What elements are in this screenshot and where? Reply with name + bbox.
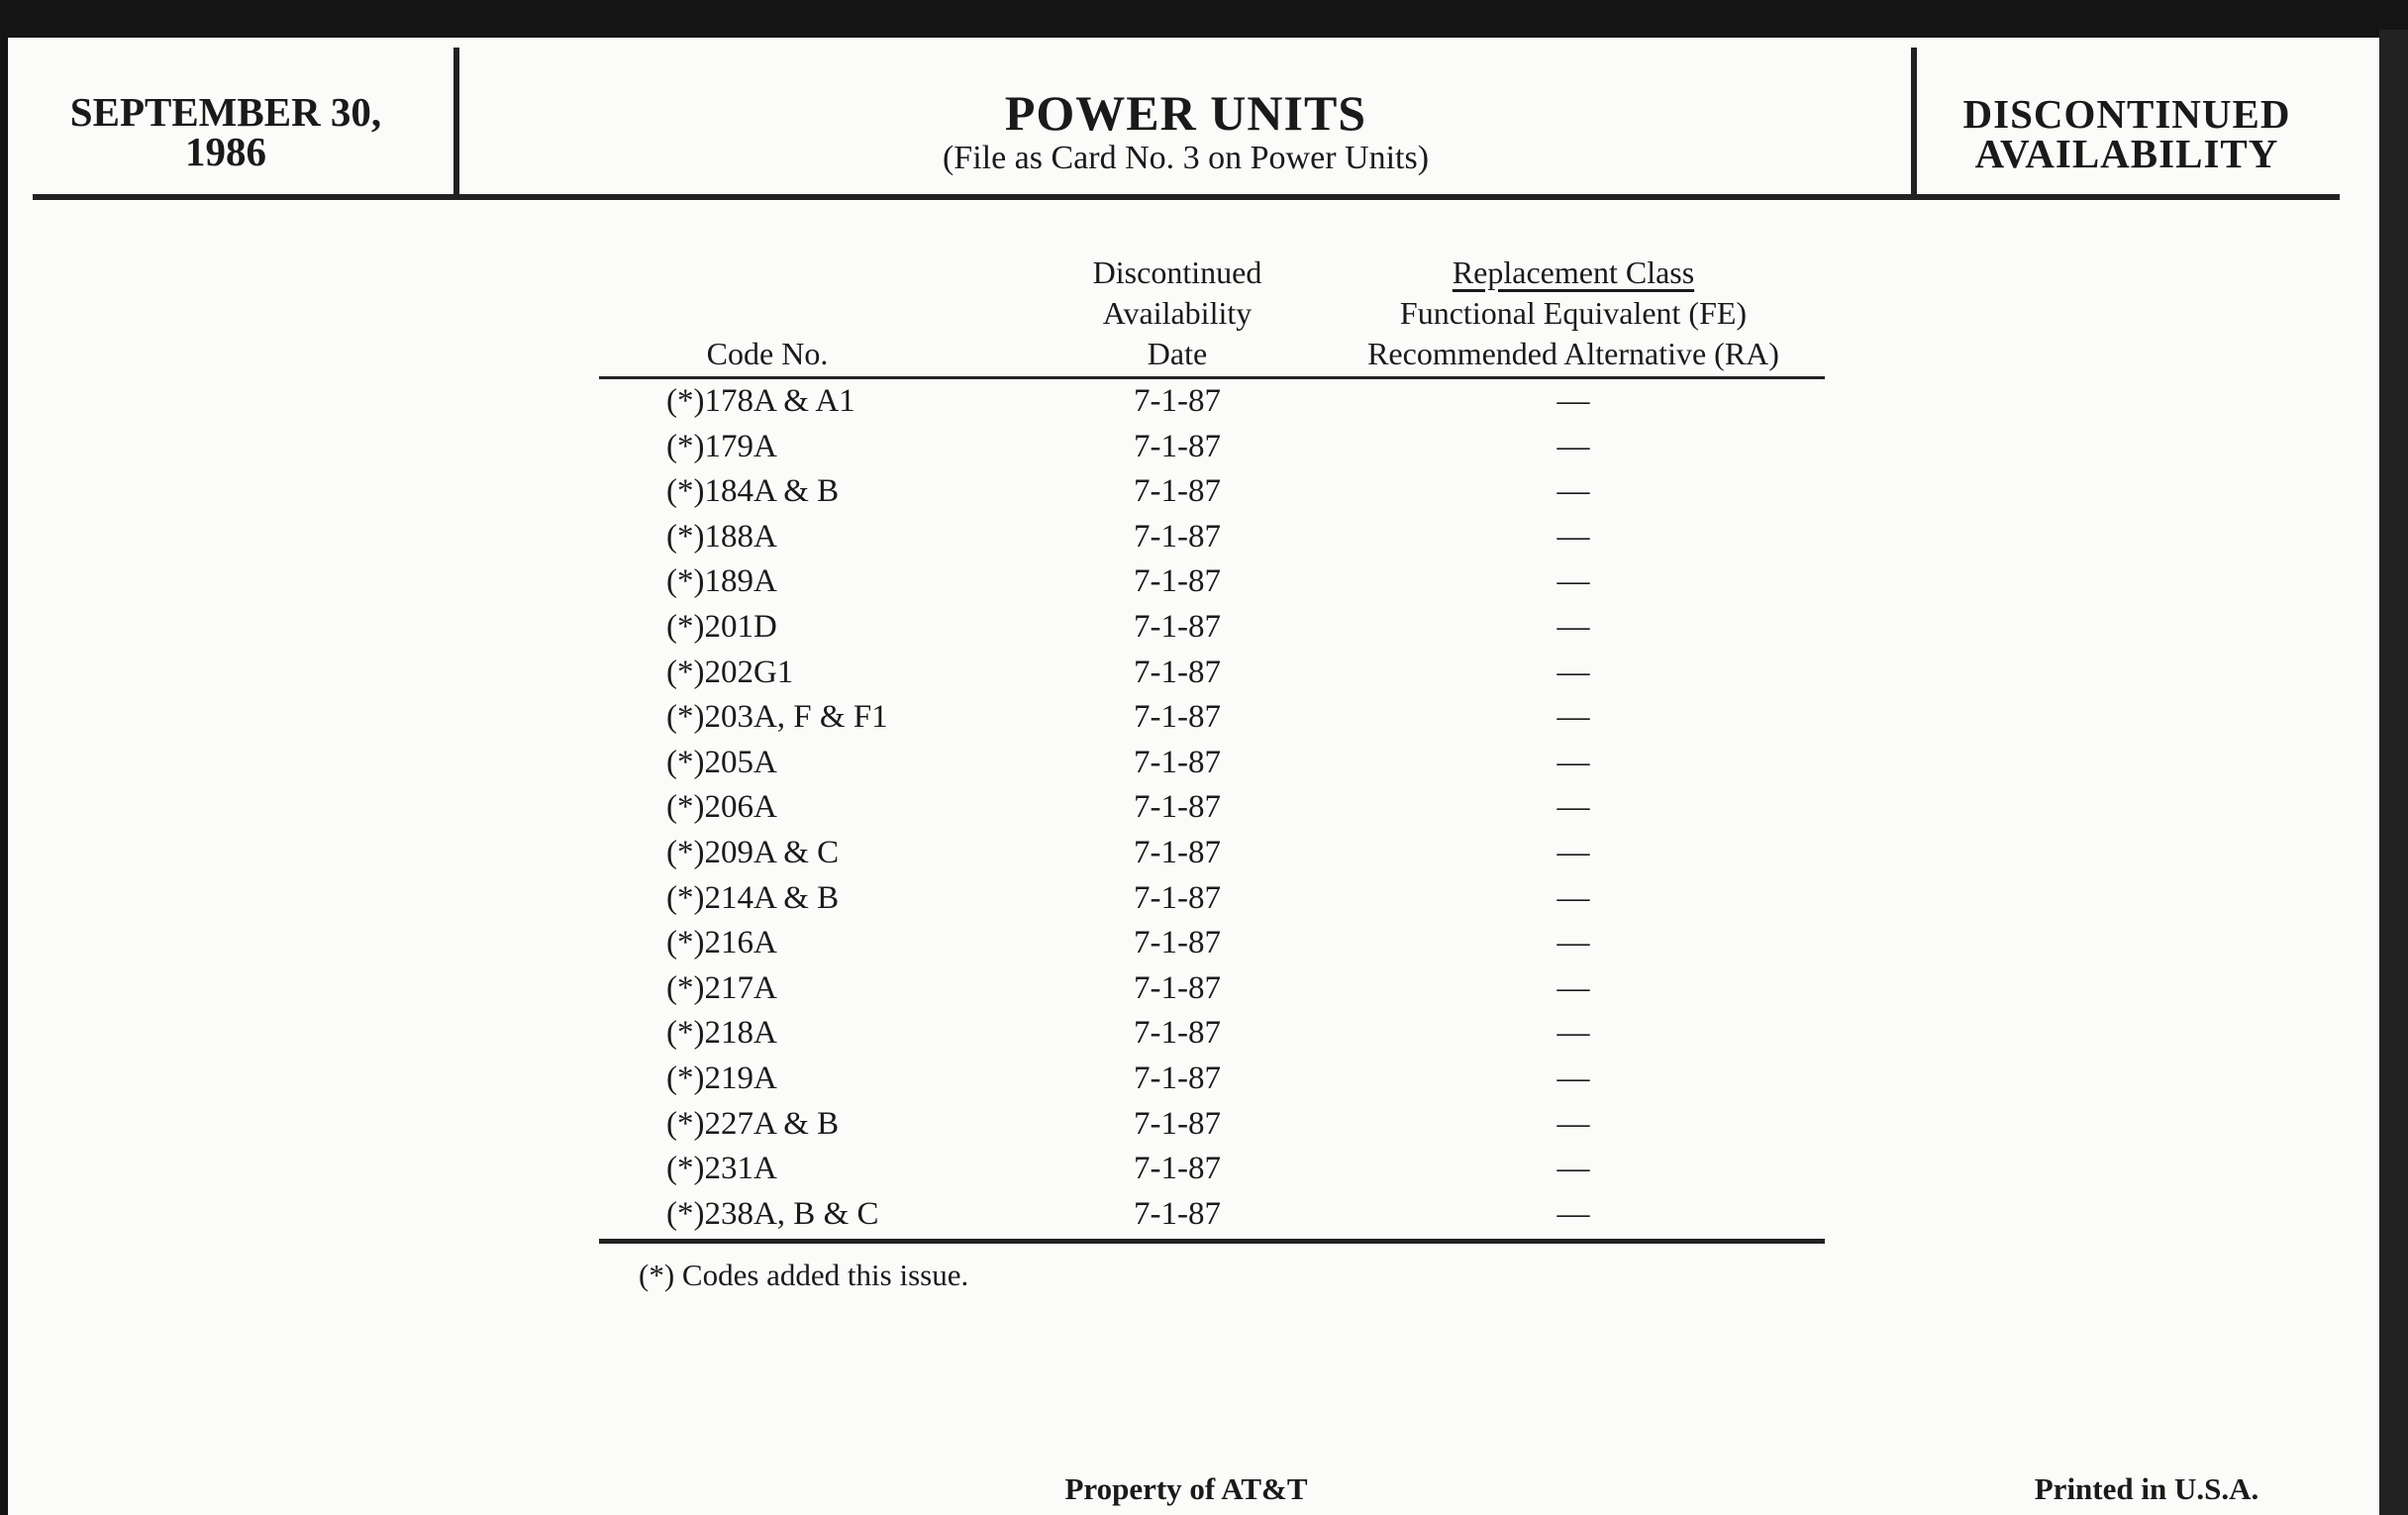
table-row — [599, 605, 1825, 651]
cell-date: 7-1-87 — [1134, 1105, 1221, 1142]
cell-replacement: — — [1556, 473, 1590, 510]
table-header — [599, 208, 1825, 379]
footer-printed: Printed in U.S.A. — [2034, 1471, 2259, 1506]
cell-replacement: — — [1556, 563, 1590, 600]
footer-property: Property of AT&T — [1064, 1471, 1308, 1506]
cell-date: 7-1-87 — [1134, 428, 1221, 464]
cell-replacement: — — [1556, 969, 1590, 1006]
scan-edge — [2379, 30, 2408, 1515]
page-subtitle: (File as Card No. 3 on Power Units) — [942, 140, 1430, 176]
cell-date: 7-1-87 — [1134, 789, 1221, 826]
cell-code: (*)214A & B — [666, 879, 840, 916]
discontinued-table — [599, 208, 1825, 1244]
cell-replacement: — — [1556, 518, 1590, 555]
column-header-replacement-line2: Functional Equivalent (FE) — [1399, 295, 1748, 331]
cell-date: 7-1-87 — [1134, 879, 1221, 916]
cell-replacement: — — [1556, 428, 1590, 464]
issue-date-line1: SEPTEMBER 30, — [69, 89, 382, 135]
cell-code: (*)188A — [666, 518, 777, 555]
column-header-code: Code No. — [706, 336, 829, 371]
table-row — [599, 785, 1825, 831]
status-line1: DISCONTINUED — [1962, 91, 2291, 137]
page-title: POWER UNITS — [1004, 85, 1367, 141]
cell-code: (*)231A — [666, 1151, 777, 1187]
cell-date: 7-1-87 — [1134, 1195, 1221, 1232]
column-header-replacement-line3: Recommended Alternative (RA) — [1367, 336, 1779, 371]
table-bottom-rule — [599, 1239, 1825, 1244]
cell-replacement: — — [1556, 1015, 1590, 1052]
cell-replacement: — — [1556, 1195, 1590, 1232]
cell-replacement: — — [1556, 699, 1590, 736]
cell-date: 7-1-87 — [1134, 1151, 1221, 1187]
cell-code: (*)178A & A1 — [666, 383, 855, 419]
issue-date — [38, 89, 414, 174]
column-header-replacement-line1: Replacement Class — [1452, 254, 1695, 290]
document-card — [8, 38, 2379, 1515]
cell-replacement: — — [1556, 925, 1590, 961]
page-title-block — [455, 87, 1916, 178]
table-row — [599, 741, 1825, 786]
cell-date: 7-1-87 — [1134, 744, 1221, 780]
cell-replacement: — — [1556, 744, 1590, 780]
table-row — [599, 831, 1825, 876]
cell-replacement: — — [1556, 834, 1590, 870]
cell-code: (*)189A — [666, 563, 777, 600]
cell-code: (*)184A & B — [666, 473, 840, 510]
table-row — [599, 559, 1825, 605]
cell-code: (*)209A & C — [666, 834, 840, 870]
table-row — [599, 1011, 1825, 1057]
table-body — [599, 379, 1825, 1237]
cell-date: 7-1-87 — [1134, 1015, 1221, 1052]
table-row — [599, 1102, 1825, 1148]
cell-code: (*)219A — [666, 1060, 777, 1096]
cell-code: (*)179A — [666, 428, 777, 464]
table-row — [599, 379, 1825, 425]
column-header-date — [1035, 252, 1320, 374]
cell-replacement: — — [1556, 1151, 1590, 1187]
column-header-date-line2: Availability — [1102, 295, 1253, 331]
table-row — [599, 1147, 1825, 1192]
cell-date: 7-1-87 — [1134, 834, 1221, 870]
cell-date: 7-1-87 — [1134, 518, 1221, 555]
table-row — [599, 515, 1825, 560]
cell-replacement: — — [1556, 1060, 1590, 1096]
column-header-date-line3: Date — [1147, 336, 1208, 371]
table-row — [599, 425, 1825, 470]
table-row — [599, 1057, 1825, 1102]
table-row — [599, 695, 1825, 741]
table-row — [599, 966, 1825, 1012]
table-row — [599, 1192, 1825, 1238]
cell-replacement: — — [1556, 654, 1590, 690]
table-row — [599, 876, 1825, 922]
cell-date: 7-1-87 — [1134, 563, 1221, 600]
issue-date-line2: 1986 — [185, 129, 266, 174]
cell-code: (*)205A — [666, 744, 777, 780]
table-row — [599, 921, 1825, 966]
cell-code: (*)218A — [666, 1015, 777, 1052]
cell-code: (*)206A — [666, 789, 777, 826]
cell-code: (*)217A — [666, 969, 777, 1006]
cell-date: 7-1-87 — [1134, 473, 1221, 510]
cell-replacement: — — [1556, 1105, 1590, 1142]
cell-code: (*)201D — [666, 608, 777, 645]
cell-replacement: — — [1556, 383, 1590, 419]
cell-date: 7-1-87 — [1134, 699, 1221, 736]
cell-date: 7-1-87 — [1134, 1060, 1221, 1096]
cell-date: 7-1-87 — [1134, 608, 1221, 645]
cell-code: (*)202G1 — [666, 654, 794, 690]
column-header-replacement — [1322, 252, 1825, 374]
column-header-date-line1: Discontinued — [1092, 254, 1262, 290]
header-rule — [33, 194, 2340, 200]
status-label — [1919, 91, 2335, 176]
status-line2: AVAILABILITY — [1974, 131, 2279, 176]
cell-replacement: — — [1556, 608, 1590, 645]
cell-date: 7-1-87 — [1134, 654, 1221, 690]
cell-date: 7-1-87 — [1134, 925, 1221, 961]
cell-code: (*)203A, F & F1 — [666, 699, 888, 736]
cell-code: (*)238A, B & C — [666, 1195, 879, 1232]
cell-code: (*)227A & B — [666, 1105, 840, 1142]
cell-replacement: — — [1556, 789, 1590, 826]
cell-code: (*)216A — [666, 925, 777, 961]
cell-date: 7-1-87 — [1134, 969, 1221, 1006]
table-row — [599, 651, 1825, 696]
cell-date: 7-1-87 — [1134, 383, 1221, 419]
cell-replacement: — — [1556, 879, 1590, 916]
footnote: (*) Codes added this issue. — [639, 1258, 969, 1292]
table-row — [599, 469, 1825, 515]
